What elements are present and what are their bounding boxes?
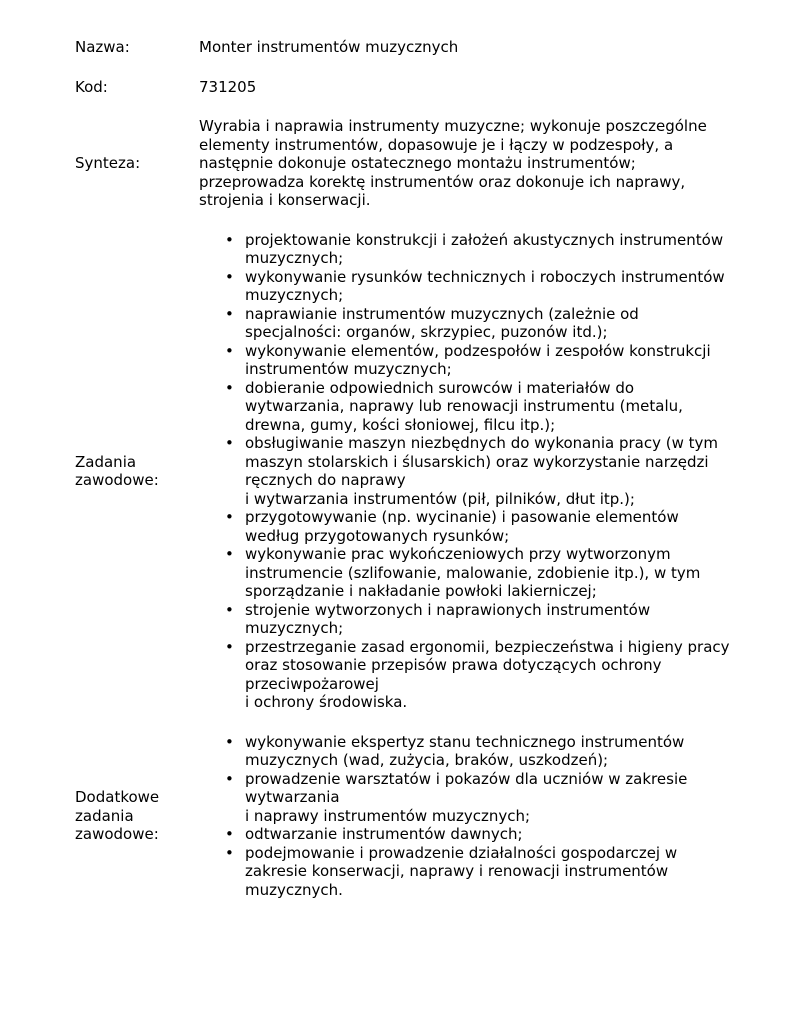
- synthesis-label: Synteza:: [75, 154, 141, 172]
- task-item-text: obsługiwanie maszyn niezbędnych do wykonania pracy (w tym maszyn stolarskich i ślusarskich) oraz wykorzystanie narzędzi ręcznych do naprawy i wytwarzania instrumentów (pił, pilników, dłut itp.);: [245, 434, 719, 508]
- synthesis-row: [75, 117, 755, 210]
- extra-task-item: [199, 844, 755, 900]
- bullet-icon: •: [225, 843, 234, 862]
- task-item: [199, 305, 755, 342]
- tasks-list: [199, 231, 755, 712]
- extra-tasks-cell: [199, 733, 755, 900]
- bullet-icon: •: [225, 304, 234, 323]
- code-value: 731205: [199, 77, 257, 96]
- task-item: [199, 342, 755, 379]
- row-spacer: [75, 57, 755, 78]
- bullet-icon: •: [225, 825, 234, 843]
- bullet-icon: •: [225, 545, 234, 563]
- bullet-icon: •: [225, 769, 234, 788]
- extra-tasks-list: [199, 733, 755, 900]
- extra-task-item-text: prowadzenie warsztatów i pokazów dla uczniów w zakresie wytwarzania i naprawy instrumentów muzycznych;: [245, 769, 688, 825]
- task-item: [199, 545, 755, 601]
- task-item: [199, 379, 755, 435]
- bullet-icon: •: [225, 434, 234, 452]
- task-item: [199, 231, 755, 268]
- task-item: [199, 434, 755, 508]
- extra-task-item-text: podejmowanie i prowadzenie działalności gospodarczej w zakresie konserwacji, naprawy i renowacji instrumentów muzycznych.: [245, 843, 678, 899]
- occupation-record: [75, 38, 755, 899]
- tasks-cell: [199, 231, 755, 712]
- extra-task-item: [199, 770, 755, 826]
- task-item-text: strojenie wytworzonych i naprawionych instrumentów muzycznych;: [245, 600, 651, 637]
- tasks-label: Zadania zawodowe:: [75, 452, 159, 489]
- task-item-text: naprawianie instrumentów muzycznych (zależnie od specjalności: organów, skrzypiec, puzonów itd.);: [245, 304, 639, 341]
- extra-task-item: [199, 733, 755, 770]
- bullet-icon: •: [225, 600, 234, 619]
- bullet-icon: •: [225, 230, 234, 249]
- task-item-text: przestrzeganie zasad ergonomii, bezpieczeństwa i higieny pracy oraz stosowanie przepisów prawa dotyczących ochrony przeciwpożarowej i ochrony środowiska.: [245, 637, 730, 711]
- bullet-icon: •: [225, 267, 234, 286]
- task-item-text: dobieranie odpowiednich surowców i materiałów do wytwarzania, naprawy lub renowacji instrumentu (metalu, drewna, gumy, kości słoniowej, filcu itp.);: [245, 378, 683, 434]
- bullet-icon: •: [225, 341, 234, 360]
- task-item-text: wykonywanie elementów, podzespołów i zespołów konstrukcji instrumentów muzycznych;: [245, 341, 711, 378]
- name-label: Nazwa:: [75, 38, 130, 56]
- code-row: [75, 78, 755, 97]
- task-item-text: wykonywanie rysunków technicznych i roboczych instrumentów muzycznych;: [245, 267, 725, 304]
- row-spacer: [75, 96, 755, 117]
- row-spacer: [75, 712, 755, 733]
- bullet-icon: •: [225, 637, 234, 656]
- extra-task-item-text: odtwarzanie instrumentów dawnych;: [245, 825, 523, 843]
- bullet-icon: •: [225, 378, 234, 397]
- task-item: [199, 638, 755, 712]
- task-item: [199, 601, 755, 638]
- extra-task-item-text: wykonywanie ekspertyz stanu technicznego instrumentów muzycznych (wad, zużycia, braków, uszkodzeń);: [245, 732, 685, 769]
- name-value: Monter instrumentów muzycznych: [199, 38, 459, 56]
- row-spacer: [75, 210, 755, 231]
- tasks-row: [75, 231, 755, 712]
- code-label: Kod:: [75, 77, 108, 96]
- name-row: [75, 38, 755, 57]
- task-item: [199, 268, 755, 305]
- occupation-table: [75, 38, 755, 899]
- task-item-text: wykonywanie prac wykończeniowych przy wytworzonym instrumencie (szlifowanie, malowanie, zdobienie itp.), w tym sporządzanie i nakładanie powłoki lakierniczej;: [245, 545, 701, 600]
- task-item-text: projektowanie konstrukcji i założeń akustycznych instrumentów muzycznych;: [245, 230, 724, 267]
- extra-tasks-label: Dodatkowe zadania zawodowe:: [75, 788, 160, 843]
- synthesis-value: Wyrabia i naprawia instrumenty muzyczne; wykonuje poszczególne elementy instrumentów, dopasowuje je i łączy w podzespoły, a następnie dokonuje ostatecznego montażu instrumentów; przeprowadza korektę instrumentów oraz dokonuje ich naprawy, strojenia i konserwacji.: [199, 117, 707, 209]
- task-item-text: przygotowywanie (np. wycinanie) i pasowanie elementów według przygotowanych rysunków;: [245, 508, 679, 545]
- bullet-icon: •: [225, 508, 234, 526]
- task-item: [199, 508, 755, 545]
- bullet-icon: •: [225, 732, 234, 751]
- extra-task-item: [199, 825, 755, 844]
- extra-tasks-row: [75, 733, 755, 900]
